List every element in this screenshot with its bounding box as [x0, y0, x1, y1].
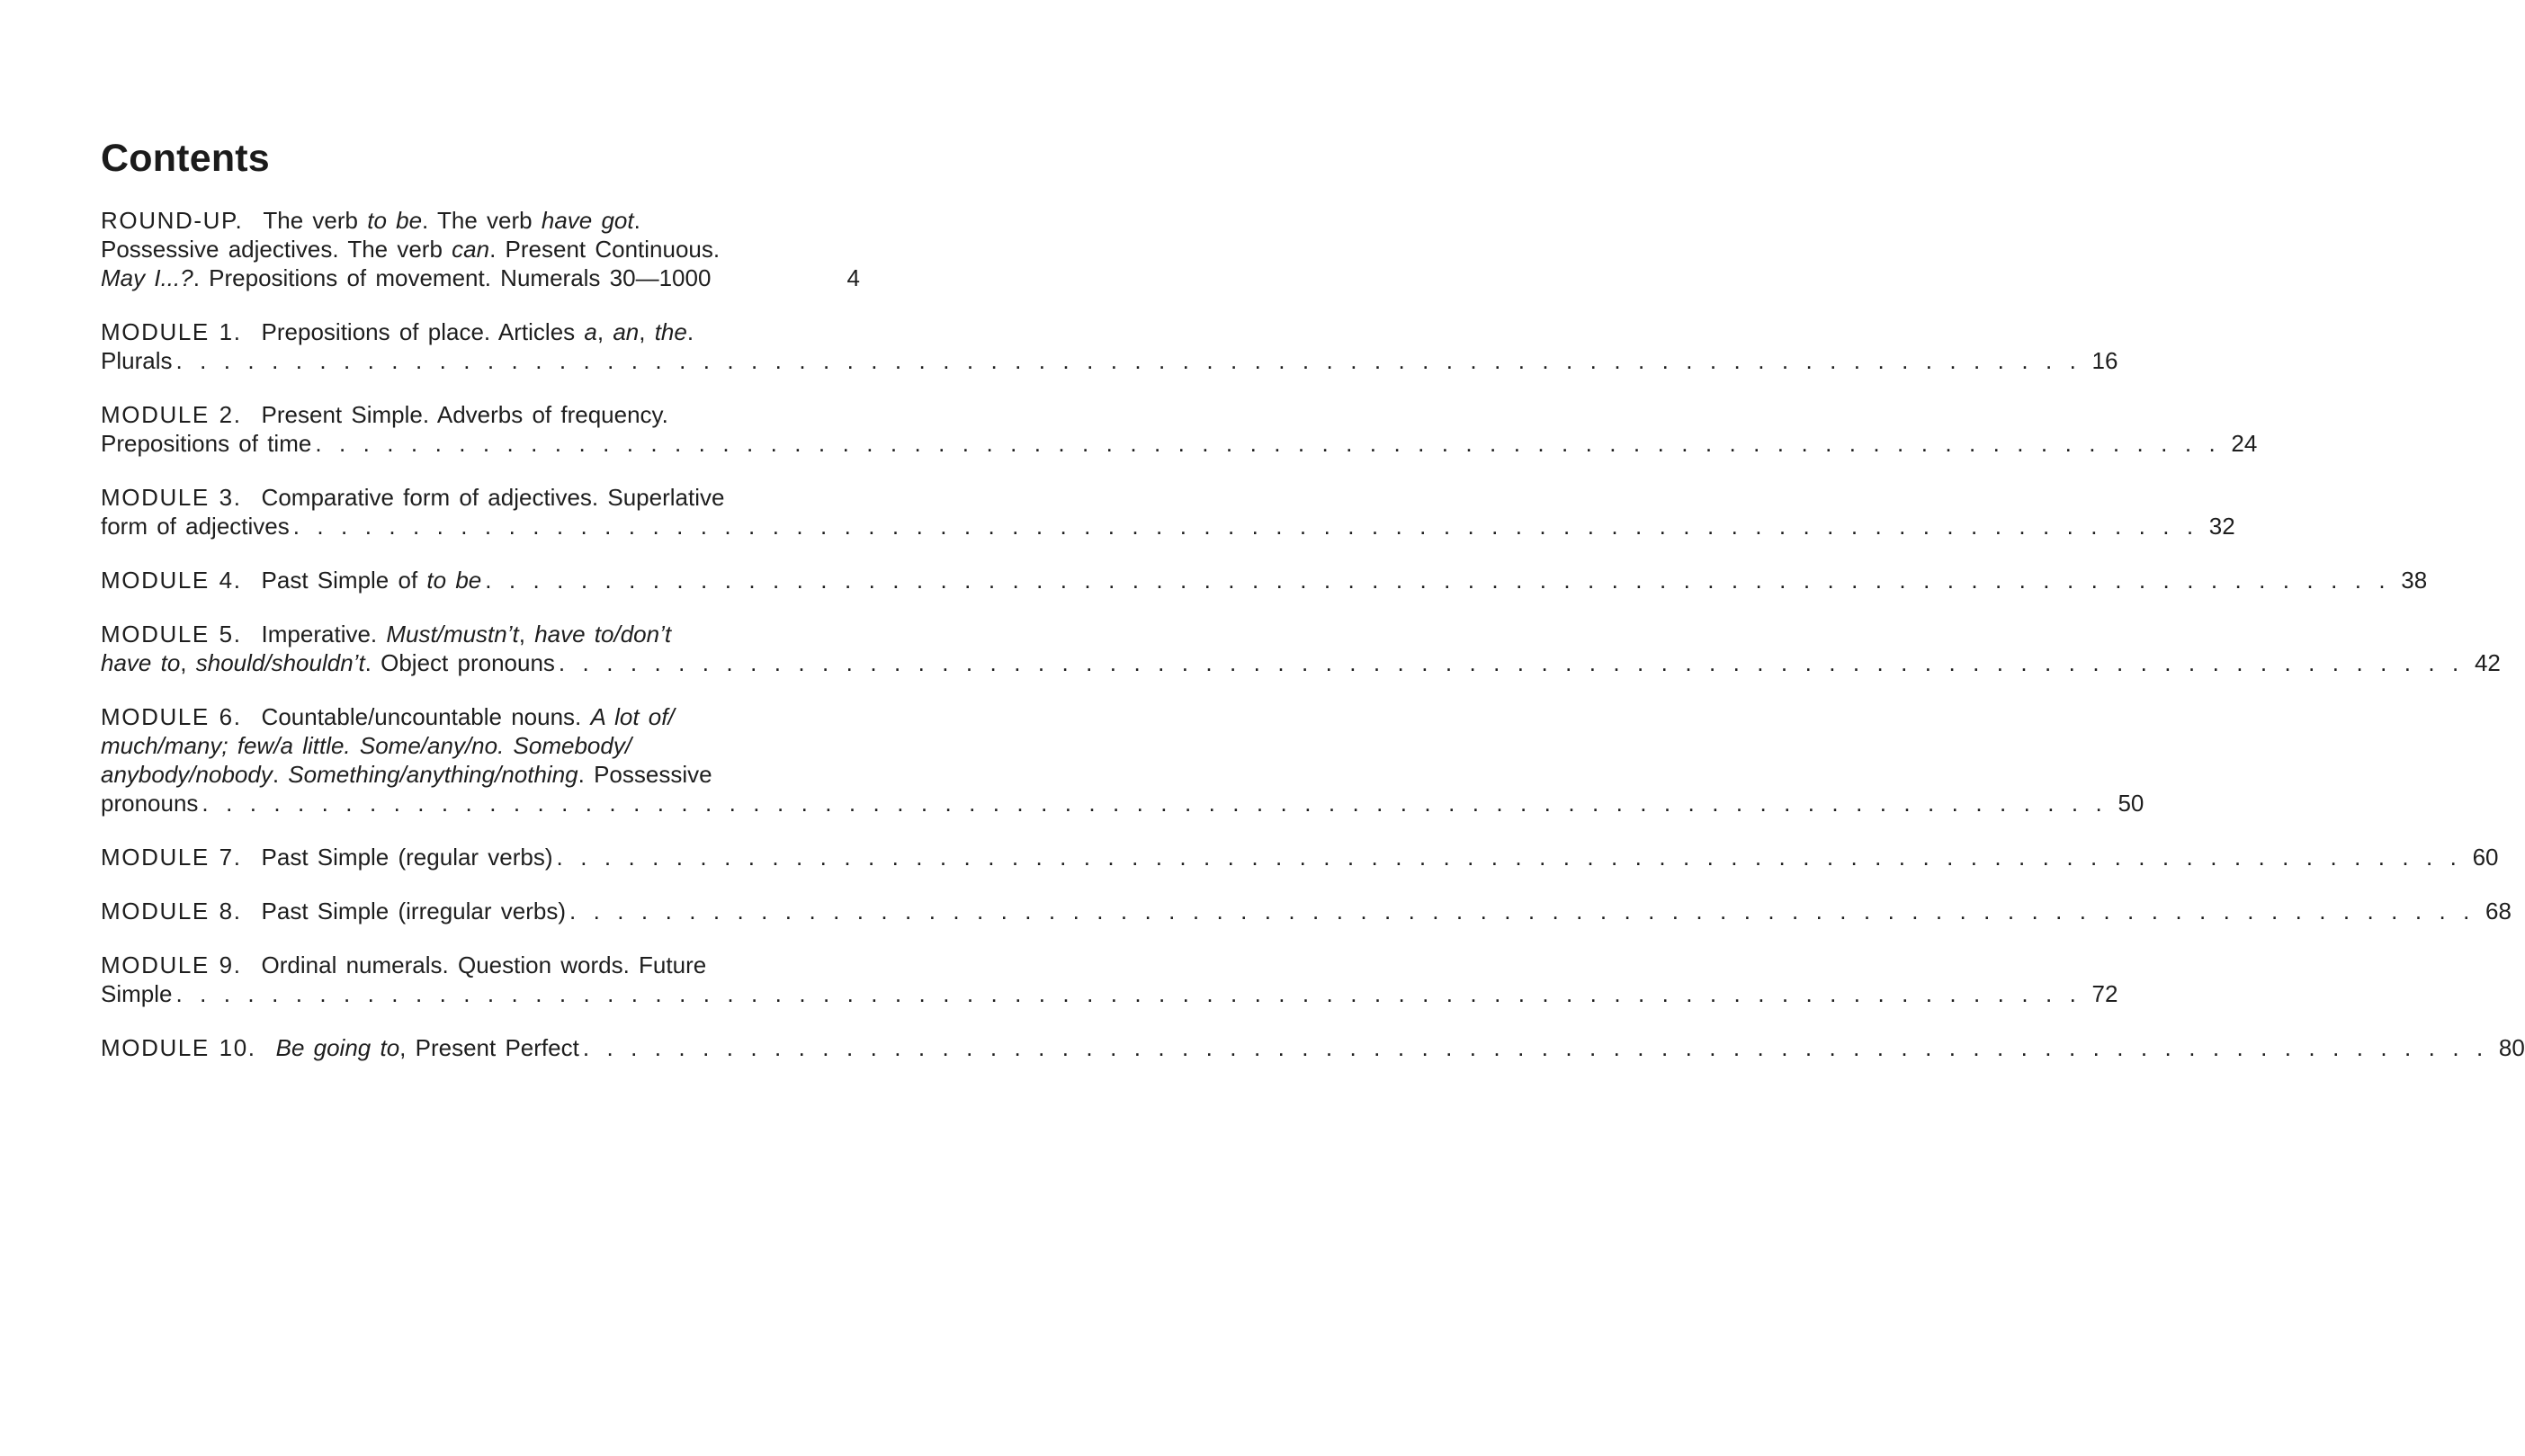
dot-leader: . . . . . . . . . . . . . . . . . . . . . . . . . . . . . . . . . . . . . . . . . . . . . . . . . . . . . . . . . . . . . . . . . . . . . . . . . . . . . . . .	[315, 430, 2220, 457]
toc-text-segment: . Present Continuous.	[489, 236, 721, 263]
toc-entry-text	[101, 512, 290, 540]
table-of-contents	[101, 206, 2525, 1087]
toc-entry-text	[101, 207, 640, 234]
dot-leader: . . . . . . . . . . . . . . . . . . . . . . . . . . . . . . . . . . . . . . . . . . . . . . . . . . . . . . . . . . . . . . . . . . . . . . . . . . . . . . . .	[175, 347, 2081, 374]
toc-page-number: 60	[2472, 844, 2499, 871]
toc-text-segment: Be going to	[275, 1034, 400, 1061]
dot-leader: . . . . . . . . . . . . . . . . . . . . . . . . . . . . . . . . . . . . . . . . . . . . . . . . . . . . . . . . . . . . . . . . . . . . . . . . . . . . . . . .	[175, 980, 2081, 1007]
toc-text-segment: form of adjectives	[101, 513, 290, 540]
toc-text-segment: , Present Perfect	[399, 1034, 579, 1061]
toc-entry-label: MODULE 8.	[101, 898, 242, 925]
toc-entry-text	[101, 264, 711, 292]
toc-entry-line	[101, 400, 860, 429]
toc-page-number: 32	[2208, 513, 2235, 540]
toc-entry-text	[101, 318, 694, 345]
toc-page-number: 16	[2091, 347, 2118, 374]
toc-entry-text	[101, 951, 706, 978]
toc-text-segment: .	[633, 207, 640, 234]
toc-entry-line	[101, 483, 860, 512]
toc-text-segment: . Possessive	[578, 761, 712, 788]
toc-entry[interactable]	[101, 951, 2118, 1008]
toc-text-segment: to be	[426, 567, 482, 594]
toc-entry-line	[101, 1033, 2525, 1062]
toc-entry-label: MODULE 2.	[101, 401, 242, 428]
toc-entry-line	[101, 648, 2501, 677]
toc-text-segment: Countable/uncountable nouns.	[261, 703, 591, 730]
toc-entry-line	[101, 317, 860, 346]
toc-entry-line	[101, 620, 860, 648]
toc-text-segment: have to	[101, 649, 181, 676]
toc-entry-label: ROUND-UP.	[101, 207, 244, 234]
toc-entry[interactable]	[101, 1033, 2525, 1062]
dot-leader: . . . . . . . . . . . . . . . . . . . . . . . . . . . . . . . . . . . . . . . . . . . . . . . . . . . . . . . . . . . . . . . . . . . . . . . . . . . . . . . .	[558, 649, 2463, 676]
toc-page-number: 50	[2118, 790, 2144, 817]
toc-text-segment: should/shouldn’t	[195, 649, 365, 676]
toc-entry-text	[101, 897, 566, 925]
toc-page-number: 42	[2474, 649, 2501, 676]
toc-entry-text	[101, 703, 675, 730]
toc-text-segment: much/many; few/a little. Some/any/no. Somebody/	[101, 732, 632, 759]
toc-entry-line	[101, 760, 860, 789]
toc-text-segment: Prepositions of time	[101, 430, 312, 457]
toc-entry[interactable]	[101, 317, 2118, 375]
toc-entry-line	[101, 951, 860, 979]
toc-entry-line	[101, 566, 2428, 594]
toc-entry-label: MODULE 1.	[101, 318, 242, 345]
toc-entry[interactable]	[101, 843, 2499, 871]
toc-entry-label: MODULE 9.	[101, 951, 242, 978]
toc-entry-line	[101, 789, 2144, 817]
toc-entry[interactable]	[101, 206, 860, 292]
toc-entry-text	[101, 401, 668, 428]
toc-text-segment: Possessive adjectives. The verb	[101, 236, 452, 263]
page-title: Contents	[101, 137, 270, 180]
toc-text-segment: Imperative.	[261, 621, 387, 648]
toc-text-segment: an	[613, 318, 640, 345]
toc-entry-line	[101, 512, 2235, 540]
toc-text-segment: have to/don’t	[534, 621, 672, 648]
dot-leader: . . . . . . . . . . . . . . . . . . . . . . . . . . . . . . . . . . . . . . . . . . . . . . . . . . . . . . . . . . . . . . . . . . . . . . . . . . . . . . . .	[485, 567, 2390, 594]
toc-text-segment: Ordinal numerals. Question words. Future	[261, 951, 707, 978]
toc-entry-text	[101, 346, 172, 375]
toc-entry-label: MODULE 3.	[101, 484, 242, 511]
toc-entry-text	[101, 843, 553, 871]
dot-leader: . . . . . . . . . . . . . . . . . . . . . . . . . . . . . . . . . . . . . . . . . . . . . . . . . . . . . . . . . . . . . . . . . . . . . . . . . . . . . . . .	[292, 513, 2198, 540]
toc-entry-line	[101, 731, 860, 760]
toc-text-segment: Past Simple of	[261, 567, 427, 594]
toc-text-segment: Plurals	[101, 347, 173, 374]
toc-page-number: 72	[2091, 980, 2118, 1007]
toc-entry[interactable]	[101, 483, 2235, 540]
toc-text-segment: ,	[518, 621, 535, 648]
toc-entry-line	[101, 235, 860, 264]
toc-text-segment: Something/anything/nothing	[288, 761, 578, 788]
toc-entry[interactable]	[101, 702, 2144, 817]
toc-entry-text	[101, 648, 555, 677]
toc-entry-label: MODULE 6.	[101, 703, 242, 730]
dot-leader: . . . . . . . . . . . . . . . . . . . . . . . . . . . . . . . . . . . . . . . . . . . . . . . . . . . . . . . . . . . . . . . . . . . . . . . . . . . . . . . .	[556, 844, 2461, 871]
toc-text-segment: A lot of/	[590, 703, 675, 730]
toc-entry-line	[101, 429, 2258, 458]
toc-text-segment: The verb	[263, 207, 368, 234]
dot-leader: . . . . . . . . . . . . . . . . . . . . . . . . . . . . . . . . . . . . . . . . . . . . . . . . . . . . . . . . . . . . . . . . . . . . . . . . . . . . . . . .	[201, 790, 2107, 817]
toc-entry-text	[101, 789, 198, 817]
toc-entry-line	[101, 346, 2118, 375]
toc-text-segment: Present Simple. Adverbs of frequency.	[261, 401, 668, 428]
toc-entry[interactable]	[101, 897, 2512, 925]
toc-entry-text	[101, 761, 712, 788]
toc-text-segment: Simple	[101, 980, 173, 1007]
toc-entry-line	[101, 206, 860, 235]
toc-text-segment: a	[584, 318, 597, 345]
toc-entry-text	[101, 484, 724, 511]
dot-leader: . . . . . . . . . . . . . . . . . . . . . . . . . . . . . . . . . . . . . . . . . . . . . . . . . . . . . . . . . . . . . . . . . . . . . . . . . . . . . . . .	[582, 1034, 2487, 1061]
toc-text-segment: to be	[367, 207, 423, 234]
toc-page-number: 68	[2485, 898, 2512, 925]
toc-text-segment: . The verb	[422, 207, 542, 234]
toc-text-segment: have got	[541, 207, 634, 234]
toc-entry-line	[101, 264, 860, 292]
toc-text-segment: .	[272, 761, 289, 788]
toc-entry-line	[101, 897, 2512, 925]
toc-entry-line	[101, 979, 2118, 1008]
toc-page-number: 24	[2231, 430, 2258, 457]
toc-entry-text	[101, 236, 720, 263]
toc-text-segment: Past Simple (irregular verbs)	[261, 898, 566, 925]
toc-entry[interactable]	[101, 566, 2428, 594]
toc-text-segment: ,	[639, 318, 655, 345]
toc-text-segment: ,	[596, 318, 613, 345]
toc-entry-label: MODULE 4.	[101, 567, 242, 594]
toc-text-segment: Must/mustn’t	[386, 621, 519, 648]
toc-text-segment: Prepositions of place. Articles	[261, 318, 585, 345]
toc-text-segment: Past Simple (regular verbs)	[261, 844, 553, 871]
toc-text-segment: .	[686, 318, 694, 345]
toc-text-segment: Comparative form of adjectives. Superlative	[261, 484, 725, 511]
toc-entry[interactable]	[101, 400, 2258, 458]
toc-entry-label: MODULE 10.	[101, 1034, 256, 1061]
toc-text-segment: ,	[180, 649, 196, 676]
toc-text-segment: anybody/nobody	[101, 761, 273, 788]
toc-entry-text	[101, 979, 172, 1008]
toc-page-number: 80	[2498, 1034, 2525, 1061]
toc-page-number: 38	[2401, 567, 2428, 594]
toc-entry-text	[101, 1033, 579, 1062]
toc-text-segment: the	[654, 318, 687, 345]
toc-entry-text	[101, 566, 481, 594]
toc-entry-text	[101, 732, 631, 759]
toc-text-segment: . Object pronouns	[364, 649, 555, 676]
toc-entry-text	[101, 429, 311, 458]
toc-page-number: 4	[846, 264, 860, 291]
toc-entry-line	[101, 702, 860, 731]
toc-text-segment: . Prepositions of movement. Numerals 30—1000	[193, 264, 712, 291]
dot-leader: . . . . . . . . . . . . . . . . . . . . . . . . . . . . . . . . . . . . . . . . . . . . . . . . . . . . . . . . . . . . . . . . . . . . . . . . . . . . . . . .	[569, 898, 2474, 925]
toc-text-segment: pronouns	[101, 790, 199, 817]
toc-entry-line	[101, 843, 2499, 871]
toc-text-segment: can	[452, 236, 490, 263]
toc-entry-text	[101, 621, 671, 648]
toc-entry-label: MODULE 5.	[101, 621, 242, 648]
toc-text-segment: May I...?	[101, 264, 193, 291]
toc-entry-label: MODULE 7.	[101, 844, 242, 871]
toc-entry[interactable]	[101, 620, 2501, 677]
